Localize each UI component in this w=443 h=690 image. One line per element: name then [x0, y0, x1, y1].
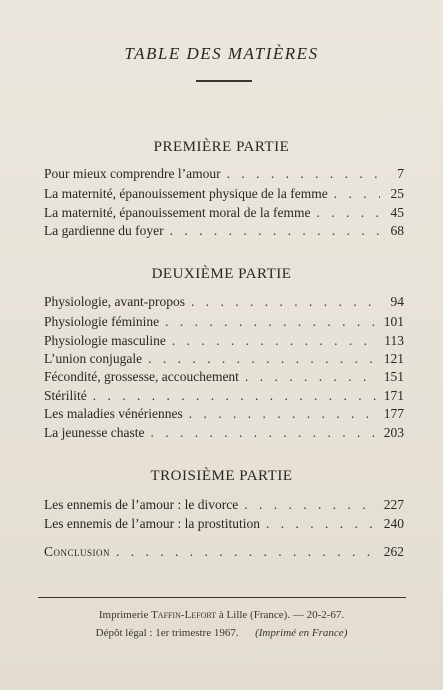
dot-leader: [93, 388, 378, 404]
toc-entry-label: La maternité, épanouissement physique de la femme: [44, 186, 328, 201]
toc-entry-label: Stérilité: [44, 388, 87, 403]
dot-leader: [266, 516, 378, 532]
toc-entry-page: 227: [383, 497, 404, 512]
dot-leader: [317, 205, 380, 221]
page-title: TABLE DES MATIÈRES: [124, 44, 319, 63]
dot-leader: [116, 544, 378, 560]
toc-entry: [44, 166, 404, 184]
colophon-line-2: [0, 627, 443, 639]
toc-entry-label: Les ennemis de l’amour : la prostitution: [44, 516, 260, 531]
footer-rule: [38, 597, 406, 598]
toc-entry: [44, 406, 404, 424]
toc-entry-page: 121: [383, 351, 404, 366]
toc-entry-page: 203: [383, 425, 404, 440]
toc-entry-label: Physiologie, avant-propos: [44, 294, 185, 309]
toc-entry: [44, 333, 404, 351]
toc-entry-label: Physiologie masculine: [44, 333, 166, 348]
toc-entry-page: 240: [383, 516, 404, 531]
toc-entry-label: La gardienne du foyer: [44, 223, 164, 238]
dot-leader: [172, 333, 378, 349]
toc-entry: [44, 223, 404, 241]
toc-entry-page: 151: [383, 369, 404, 384]
dot-leader: [244, 497, 378, 513]
dot-leader: [189, 406, 378, 422]
toc-entry: [44, 205, 404, 223]
colophon-printer-name: Taffin-Lefort: [151, 609, 217, 621]
toc-entry-label: Conclusion: [44, 544, 111, 559]
toc-entry-page: 45: [390, 205, 404, 220]
toc-entry: [44, 388, 404, 406]
toc-entry-page: 94: [390, 294, 404, 309]
toc-entry-page: 262: [383, 544, 404, 559]
dot-leader: [170, 223, 380, 239]
toc-entry-conclusion: [44, 544, 404, 562]
section-heading-1: PREMIÈRE PARTIE: [153, 139, 290, 155]
dot-leader: [150, 425, 377, 441]
toc-entry: [44, 351, 404, 369]
toc-entry: [44, 516, 404, 534]
toc-entry-label: L’union conjugale: [44, 351, 143, 366]
toc-entry-label: Les maladies vénériennes: [44, 406, 183, 421]
dot-leader: [334, 186, 380, 202]
dot-leader: [227, 166, 380, 182]
dot-leader: [148, 351, 378, 367]
colophon-printer-prefix: Imprimerie: [98, 609, 149, 621]
toc-entry-page: 171: [383, 388, 404, 403]
toc-entry: [44, 369, 404, 387]
colophon-depot: Dépôt légal : 1er trimestre 1967.: [95, 627, 239, 639]
colophon-printer-suffix: à Lille (France). — 20-2-67.: [218, 609, 345, 621]
toc-entry-label: Les ennemis de l’amour : le divorce: [44, 497, 239, 512]
toc-entry-page: 101: [383, 314, 404, 329]
toc-entry-page: 7: [397, 166, 404, 181]
toc-entry: [44, 294, 404, 312]
toc-entry-label: Physiologie féminine: [44, 314, 160, 329]
toc-entry-page: 25: [390, 186, 404, 201]
toc-entry-label: La jeunesse chaste: [44, 425, 145, 440]
toc-entry-page: 113: [384, 333, 404, 348]
colophon-printed-in: (Imprimé en France): [255, 627, 348, 639]
dot-leader: [191, 294, 380, 310]
toc-entry: [44, 186, 404, 204]
toc-entry: [44, 314, 404, 332]
section-heading-3: TROISIÈME PARTIE: [150, 468, 293, 484]
toc-entry-page: 68: [390, 223, 404, 238]
toc-entry: [44, 425, 404, 443]
section-heading-2: DEUXIÈME PARTIE: [151, 266, 292, 282]
toc-entry-label: La maternité, épanouissement moral de la femme: [44, 205, 311, 220]
toc-entry: [44, 497, 404, 515]
title-underline: [196, 80, 252, 82]
toc-entry-page: 177: [383, 406, 404, 421]
dot-leader: [165, 314, 378, 330]
colophon-line-1: [0, 609, 443, 621]
toc-entry-label: Fécondité, grossesse, accouchement: [44, 369, 239, 384]
dot-leader: [245, 369, 378, 385]
toc-entry-label: Pour mieux comprendre l’amour: [44, 166, 221, 181]
